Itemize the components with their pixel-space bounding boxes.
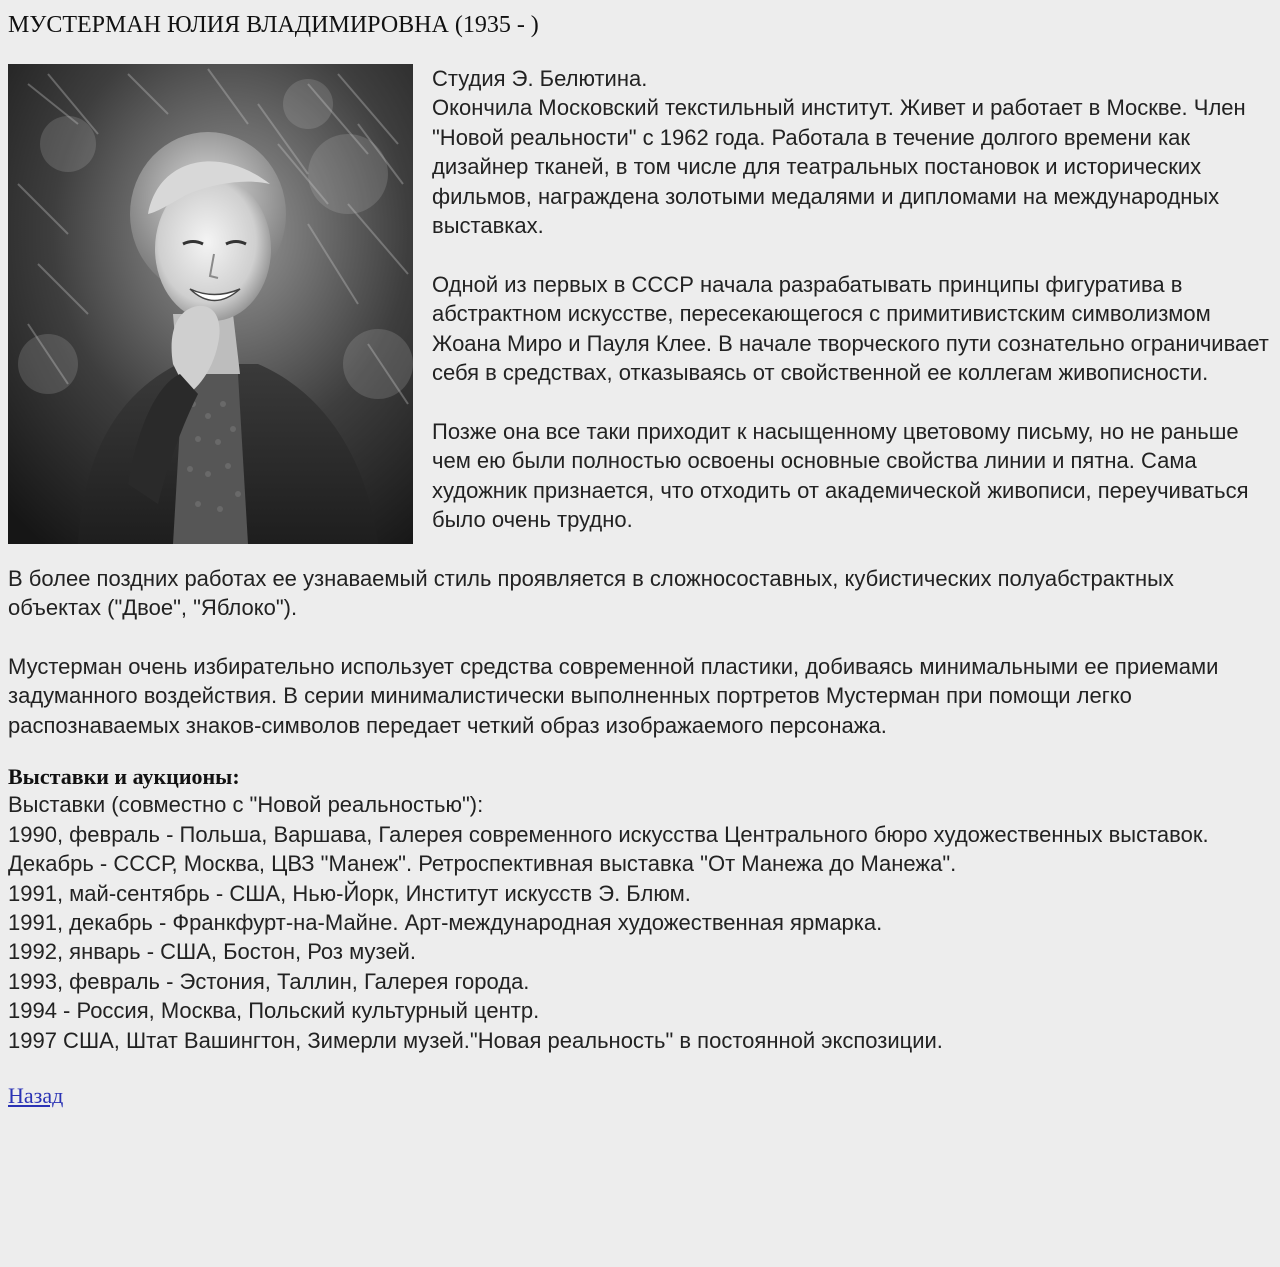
page-content bbox=[8, 10, 1270, 1109]
exhibitions-list bbox=[8, 790, 1270, 1055]
back-link[interactable]: Назад bbox=[8, 1082, 64, 1108]
exhibition-item: 1991, декабрь - Франкфурт-на-Майне. Арт-международная художественная ярмарка. bbox=[8, 909, 883, 935]
exhibition-item: 1997 США, Штат Вашингтон, Зимерли музей."Новая реальность" в постоянной экспозиции. bbox=[8, 1027, 943, 1053]
exhibition-item: 1992, январь - США, Бостон, Роз музей. bbox=[8, 939, 416, 965]
exhibition-item: 1991, май-сентябрь - США, Нью-Йорк, Институт искусств Э. Блюм. bbox=[8, 880, 691, 906]
bio-paragraph: В более поздних работах ее узнаваемый стиль проявляется в сложносоставных, кубистических полуабстрактных объектах ("Двое", "Яблоко"). bbox=[8, 565, 1174, 621]
exhibitions-subheading: Выставки (совместно с "Новой реальностью"): bbox=[8, 792, 484, 818]
bio-paragraph: Окончила Московский текстильный институт. Живет и работает в Москве. Член "Новой реальности" с 1962 года. Работала в течение долгого времени как дизайнер тканей, в том числе для театральных постановок и исторических фильмов, награждена золотыми медалями и дипломами на международных выставках. bbox=[432, 95, 1246, 239]
exhibition-item: 1993, февраль - Эстония, Таллин, Галерея города. bbox=[8, 968, 530, 994]
bio-paragraph: Мустерман очень избирательно использует средства современной пластики, добиваясь минимальными ее приемами задуманного воздействия. В серии минималистически выполненных портретов Мустерман при помощи легко распознаваемых знаков-символов передает четкий образ изображаемого персонажа. bbox=[8, 654, 1219, 738]
portrait-photo bbox=[8, 64, 413, 544]
exhibition-item: 1990, февраль - Польша, Варшава, Галерея современного искусства Центрального бюро художественных выставок. bbox=[8, 821, 1209, 847]
exhibition-item: Декабрь - СССР, Москва, ЦВЗ "Манеж". Ретроспективная выставка "От Манежа до Манежа". bbox=[8, 851, 957, 877]
exhibition-item: 1994 - Россия, Москва, Польский культурный центр. bbox=[8, 998, 540, 1024]
page-title: МУСТЕРМАН ЮЛИЯ ВЛАДИМИРОВНА (1935 - ) bbox=[8, 12, 539, 38]
bio-paragraph: Позже она все таки приходит к насыщенному цветовому письму, но не раньше чем ею были полностью освоены основные свойства линии и пятна. Сама художник признается, что отходить от академической живописи, переучиваться было очень трудно. bbox=[432, 418, 1249, 533]
bio-studio: Студия Э. Белютина. bbox=[432, 66, 648, 91]
exhibitions-heading: Выставки и аукционы: bbox=[8, 764, 240, 790]
bio-paragraph: Одной из первых в СССР начала разрабатывать принципы фигуратива в абстрактном искусстве, пересекающегося с примитивистским символизмом Жоана Миро и Пауля Клее. В начале творческого пути сознательно ограничивает себя в средствах, отказываясь от свойственной ее коллегам живописности. bbox=[432, 271, 1269, 386]
